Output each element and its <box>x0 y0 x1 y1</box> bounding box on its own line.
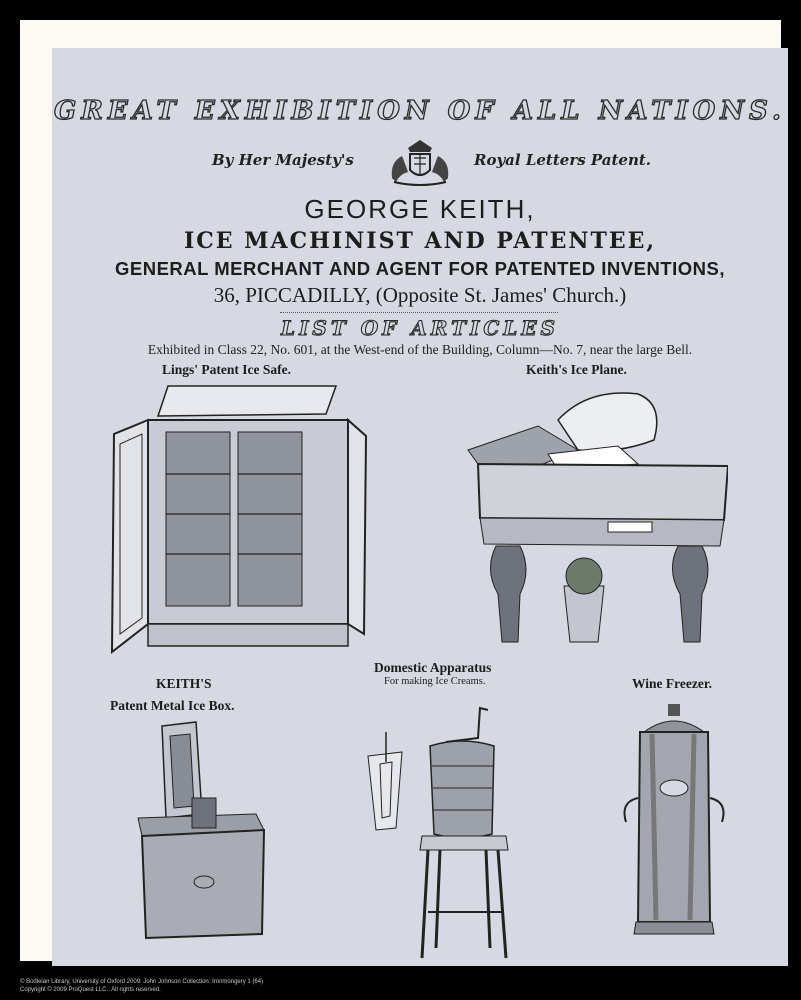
merchant-business: GENERAL MERCHANT AND AGENT FOR PATENTED INVENTIONS, <box>115 258 725 279</box>
ice-box-illustration <box>132 718 282 942</box>
ice-box-caption: Patent Metal Ice Box. <box>110 698 235 713</box>
wine-freezer-caption: Wine Freezer. <box>632 676 712 691</box>
advertisement-page <box>52 48 788 966</box>
ice-plane-caption: Keith's Ice Plane. <box>526 362 627 377</box>
ice-safe-caption: Lings' Patent Ice Safe. <box>162 362 291 377</box>
patent-left-text: By Her Majesty's <box>212 151 354 169</box>
document-frame <box>20 20 786 961</box>
merchant-profession: ICE MACHINIST AND PATENTEE, <box>183 228 657 254</box>
ice-safe-illustration <box>108 384 368 656</box>
exhibit-location: Exhibited in Class 22, No. 601, at the West-end of the Building, Column—No. 7, near the large Bell. <box>147 342 693 357</box>
apparatus-caption: Domestic Apparatus <box>374 660 492 675</box>
patent-right-text: Royal Letters Patent. <box>474 151 652 169</box>
divider <box>280 312 558 313</box>
ice-plane-illustration <box>428 380 728 648</box>
apparatus-subcaption: For making Ice Creams. <box>384 676 486 687</box>
ice-box-brand: KEITH'S <box>156 676 212 691</box>
wine-freezer-illustration <box>618 702 730 940</box>
copyright-footer <box>20 978 263 994</box>
royal-coat-of-arms-icon <box>380 138 460 186</box>
footer-line-1: © Bodleian Library, University of Oxford 2009: John Johnson Collection: Ironmongery 1 (64) <box>20 979 264 985</box>
footer-line-2: Copyright © 2009 ProQuest LLC.. All rights reserved. <box>20 987 161 993</box>
merchant-address: 36, PICCADILLY, (Opposite St. James' Church.) <box>213 283 627 307</box>
merchant-name: GEORGE KEITH, <box>304 194 536 224</box>
ice-cream-apparatus-illustration <box>362 702 534 960</box>
list-title: LIST OF ARTICLES <box>281 316 559 340</box>
exhibition-title: GREAT EXHIBITION OF ALL NATIONS. <box>54 96 786 126</box>
